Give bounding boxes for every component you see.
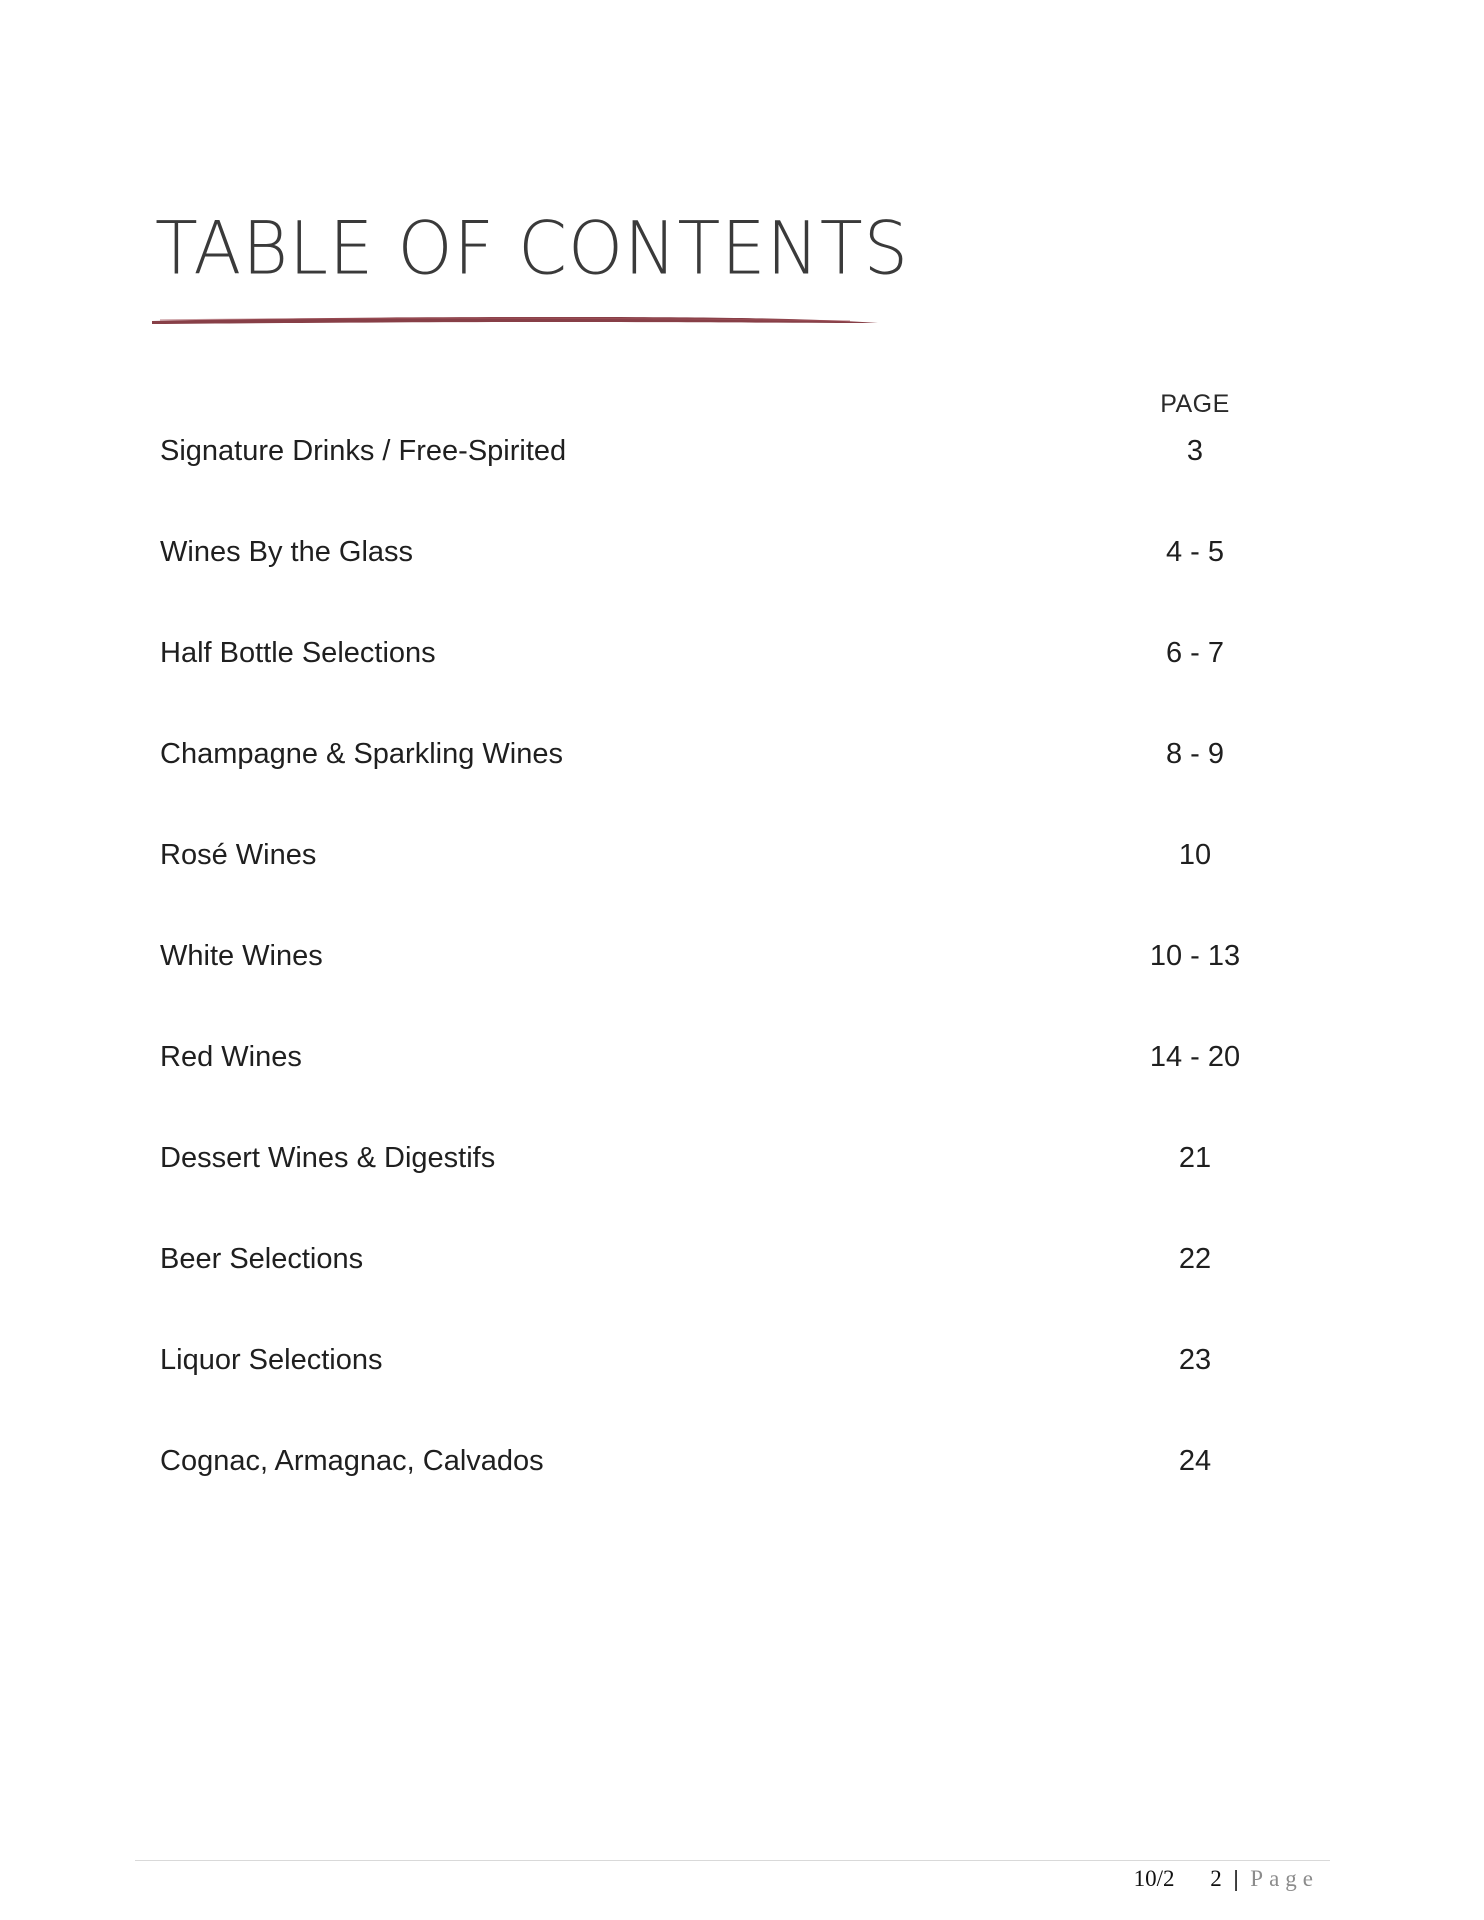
footer-separator: | <box>1233 1866 1239 1891</box>
toc-entry-label: Cognac, Armagnac, Calvados <box>160 1445 544 1477</box>
toc-entry-label: White Wines <box>160 940 323 972</box>
toc-entry-label: Signature Drinks / Free-Spirited <box>160 435 567 467</box>
toc-entry[interactable] <box>160 1041 1280 1081</box>
toc-entry[interactable] <box>160 637 1280 677</box>
toc-entry-label: Champagne & Sparkling Wines <box>160 738 563 770</box>
toc-entry-label: Red Wines <box>160 1041 302 1073</box>
toc-entry-label: Liquor Selections <box>160 1344 383 1376</box>
footer-divider <box>135 1860 1330 1861</box>
toc-entry-page: 3 <box>1186 435 1204 467</box>
toc-entry[interactable] <box>160 1445 1280 1485</box>
footer-page-number: 2 <box>1210 1866 1222 1891</box>
toc-entry-page: 24 <box>1178 1445 1212 1477</box>
toc-entry-page: 6 - 7 <box>1165 637 1225 669</box>
page-footer <box>1134 1866 1319 1892</box>
footer-date: 10/2 <box>1133 1866 1175 1891</box>
toc-entry[interactable] <box>160 940 1280 980</box>
toc-entry-page: 10 <box>1178 839 1212 871</box>
toc-entry[interactable] <box>160 1344 1280 1384</box>
toc-entry-page: 23 <box>1178 1344 1212 1376</box>
toc-entry-label: Wines By the Glass <box>160 536 414 568</box>
toc-entry-label: Dessert Wines & Digestifs <box>160 1142 496 1174</box>
toc-entry[interactable] <box>160 738 1280 778</box>
toc-entry-page: 4 - 5 <box>1165 536 1225 568</box>
page-column-header: PAGE <box>1160 390 1230 418</box>
toc-entry[interactable] <box>160 1243 1280 1283</box>
page-title: TABLE OF CONTENTS <box>155 205 910 292</box>
toc-entry-label: Rosé Wines <box>160 839 317 871</box>
toc-entry[interactable] <box>160 536 1280 576</box>
toc-entry[interactable] <box>160 839 1280 879</box>
footer-page-word: Page <box>1250 1866 1319 1891</box>
toc-entry-page: 22 <box>1178 1243 1212 1275</box>
toc-entry-page: 21 <box>1178 1142 1212 1174</box>
toc-entry[interactable] <box>160 435 1280 475</box>
toc-entry-page: 14 - 20 <box>1149 1041 1241 1073</box>
title-underline-brush-stroke <box>150 312 880 332</box>
toc-entry[interactable] <box>160 1142 1280 1182</box>
toc-entry-page: 8 - 9 <box>1165 738 1225 770</box>
toc-entry-page: 10 - 13 <box>1149 940 1241 972</box>
toc-entry-label: Half Bottle Selections <box>160 637 436 669</box>
toc-entry-label: Beer Selections <box>160 1243 364 1275</box>
